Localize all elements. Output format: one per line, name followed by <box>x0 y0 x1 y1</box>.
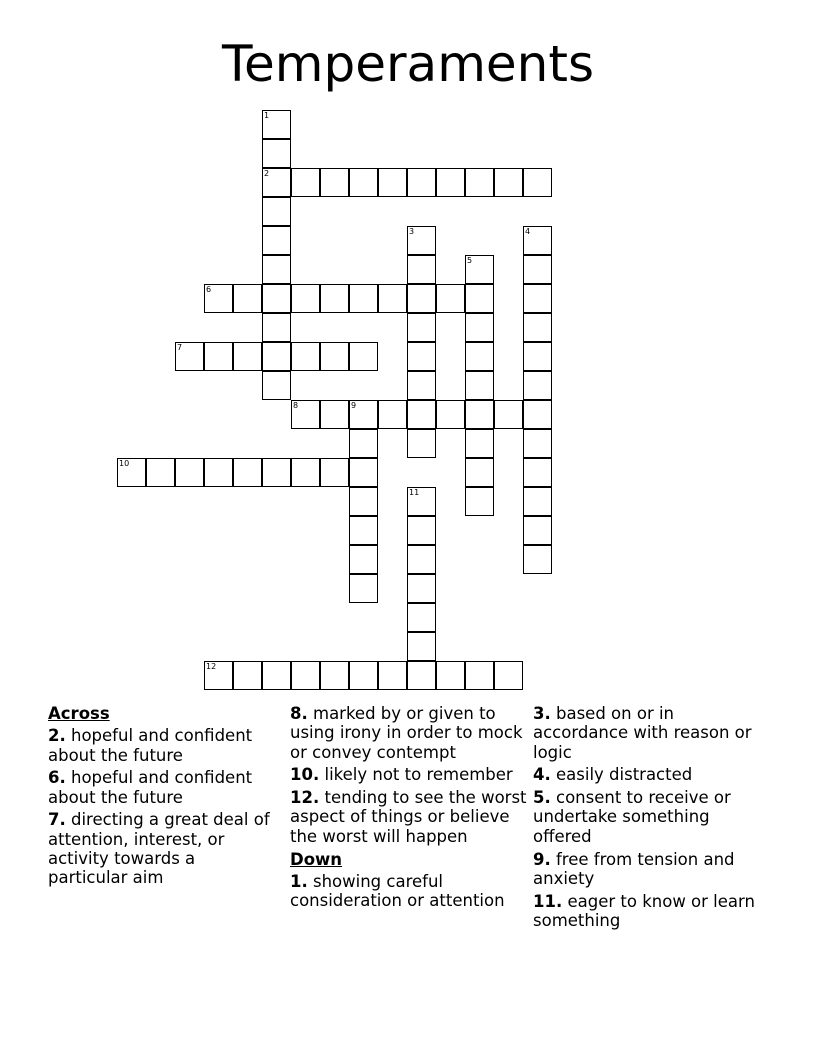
grid-cell[interactable] <box>349 574 378 603</box>
grid-cell[interactable] <box>407 400 436 429</box>
grid-cell[interactable] <box>378 168 407 197</box>
cell-number: 5 <box>467 256 473 265</box>
grid-cell[interactable] <box>407 574 436 603</box>
grid-cell[interactable] <box>349 487 378 516</box>
grid-cell[interactable] <box>465 400 494 429</box>
grid-cell[interactable] <box>523 487 552 516</box>
grid-cell[interactable] <box>291 400 320 429</box>
grid-cell[interactable] <box>465 168 494 197</box>
grid-cell[interactable] <box>291 168 320 197</box>
grid-cell[interactable] <box>523 516 552 545</box>
cell-number: 4 <box>525 227 531 236</box>
clues-column-3 <box>533 704 758 934</box>
grid-cell[interactable] <box>465 458 494 487</box>
grid-cell[interactable] <box>262 342 291 371</box>
grid-cell[interactable] <box>262 226 291 255</box>
grid-cell[interactable] <box>204 661 233 690</box>
clue-across-2: 2. hopeful and confident about the future <box>48 726 253 765</box>
grid-cell[interactable] <box>117 458 146 487</box>
cell-number: 1 <box>264 111 270 120</box>
grid-cell[interactable] <box>146 458 175 487</box>
cell-number: 6 <box>206 285 212 294</box>
grid-cell[interactable] <box>436 284 465 313</box>
grid-cell[interactable] <box>494 661 523 690</box>
grid-cell[interactable] <box>523 342 552 371</box>
clue-down-9: 9. free from tension and anxiety <box>533 849 735 888</box>
grid-cell[interactable] <box>465 371 494 400</box>
clue-across-12: 12. tending to see the worst aspect of things or believe the worst will happen <box>290 788 527 846</box>
grid-cell[interactable] <box>349 545 378 574</box>
grid-cell[interactable] <box>407 313 436 342</box>
cell-number: 12 <box>206 662 217 671</box>
cell-number: 10 <box>119 459 130 468</box>
grid-cell[interactable] <box>465 284 494 313</box>
clue-across-7: 7. directing a great deal of attention, interest, or activity towards a particular aim <box>48 810 270 888</box>
grid-cell[interactable] <box>465 313 494 342</box>
grid-cell[interactable] <box>407 342 436 371</box>
cell-number: 2 <box>264 169 270 178</box>
grid-cell[interactable] <box>320 342 349 371</box>
clue-across-6: 6. hopeful and confident about the future <box>48 768 253 807</box>
grid-cell[interactable] <box>407 429 436 458</box>
puzzle-title: Temperaments <box>221 35 595 93</box>
grid-cell[interactable] <box>407 516 436 545</box>
grid-cell[interactable] <box>349 661 378 690</box>
grid-cell[interactable] <box>262 284 291 313</box>
cell-number: 8 <box>293 401 299 410</box>
grid-cell[interactable] <box>407 255 436 284</box>
grid-cell[interactable] <box>378 284 407 313</box>
grid-cell[interactable] <box>233 661 262 690</box>
clue-down-4: 4. easily distracted <box>533 765 693 785</box>
grid-cell[interactable] <box>523 545 552 574</box>
grid-cell[interactable] <box>494 400 523 429</box>
grid-cell[interactable] <box>349 168 378 197</box>
grid-cell[interactable] <box>204 284 233 313</box>
grid-cell[interactable] <box>523 168 552 197</box>
clue-down-5: 5. consent to receive or undertake something offered <box>533 788 731 846</box>
grid-cell[interactable] <box>262 110 291 139</box>
clue-down-1: 1. showing careful consideration or attention <box>290 871 505 911</box>
grid-cell[interactable] <box>204 458 233 487</box>
down-heading: Down <box>290 849 343 869</box>
grid-cell[interactable] <box>349 342 378 371</box>
across-heading: Across <box>48 704 110 723</box>
grid-cell[interactable] <box>407 661 436 690</box>
grid-cell[interactable] <box>523 313 552 342</box>
grid-cell[interactable] <box>262 371 291 400</box>
grid-cell[interactable] <box>320 168 349 197</box>
grid-cell[interactable] <box>523 226 552 255</box>
clue-across-8: 8. marked by or given to using irony in order to mock or convey contempt <box>290 704 523 762</box>
grid-cell[interactable] <box>320 661 349 690</box>
grid-cell[interactable] <box>204 342 233 371</box>
grid-cell[interactable] <box>436 168 465 197</box>
grid-cell[interactable] <box>262 313 291 342</box>
clues-column-2 <box>290 704 528 914</box>
grid-cell[interactable] <box>378 661 407 690</box>
grid-cell[interactable] <box>407 284 436 313</box>
grid-cell[interactable] <box>262 458 291 487</box>
grid-cell[interactable] <box>349 284 378 313</box>
grid-cell[interactable] <box>523 371 552 400</box>
cell-number: 9 <box>351 401 357 410</box>
grid-cell[interactable] <box>465 342 494 371</box>
grid-cell[interactable] <box>262 168 291 197</box>
grid-cell[interactable] <box>407 371 436 400</box>
grid-cell[interactable] <box>320 284 349 313</box>
grid-cell[interactable] <box>291 661 320 690</box>
grid-cell[interactable] <box>262 197 291 226</box>
grid-cell[interactable] <box>436 661 465 690</box>
grid-cell[interactable] <box>349 516 378 545</box>
grid-cell[interactable] <box>349 429 378 458</box>
grid-cell[interactable] <box>320 400 349 429</box>
clue-down-11: 11. eager to know or learn something <box>533 891 755 930</box>
grid-cell[interactable] <box>407 603 436 632</box>
grid-cell[interactable] <box>465 487 494 516</box>
grid-cell[interactable] <box>407 487 436 516</box>
cell-number: 3 <box>409 227 415 236</box>
clues-column-1 <box>48 704 278 891</box>
grid-cell[interactable] <box>494 168 523 197</box>
grid-cell[interactable] <box>291 342 320 371</box>
grid-cell[interactable] <box>523 429 552 458</box>
grid-cell[interactable] <box>262 255 291 284</box>
grid-cell[interactable] <box>291 458 320 487</box>
grid-cell[interactable] <box>233 342 262 371</box>
grid-cell[interactable] <box>407 226 436 255</box>
grid-cell[interactable] <box>407 168 436 197</box>
grid-cell[interactable] <box>523 458 552 487</box>
grid-cell[interactable] <box>436 400 465 429</box>
grid-cell[interactable] <box>233 458 262 487</box>
grid-cell[interactable] <box>523 284 552 313</box>
grid-cell[interactable] <box>262 139 291 168</box>
clue-across-10: 10. likely not to remember <box>290 765 513 785</box>
grid-cell[interactable] <box>349 400 378 429</box>
cell-number: 11 <box>409 488 420 497</box>
grid-cell[interactable] <box>320 458 349 487</box>
grid-cell[interactable] <box>262 661 291 690</box>
grid-cell[interactable] <box>175 342 204 371</box>
grid-cell[interactable] <box>233 284 262 313</box>
grid-cell[interactable] <box>523 400 552 429</box>
grid-cell[interactable] <box>349 458 378 487</box>
clue-down-3: 3. based on or in accordance with reason or logic <box>533 704 752 762</box>
grid-cell[interactable] <box>378 400 407 429</box>
grid-cell[interactable] <box>407 545 436 574</box>
grid-cell[interactable] <box>407 632 436 661</box>
grid-cell[interactable] <box>291 284 320 313</box>
grid-cell[interactable] <box>175 458 204 487</box>
cell-number: 7 <box>177 343 183 352</box>
grid-cell[interactable] <box>523 255 552 284</box>
grid-cell[interactable] <box>465 429 494 458</box>
grid-cell[interactable] <box>465 661 494 690</box>
grid-cell[interactable] <box>465 255 494 284</box>
